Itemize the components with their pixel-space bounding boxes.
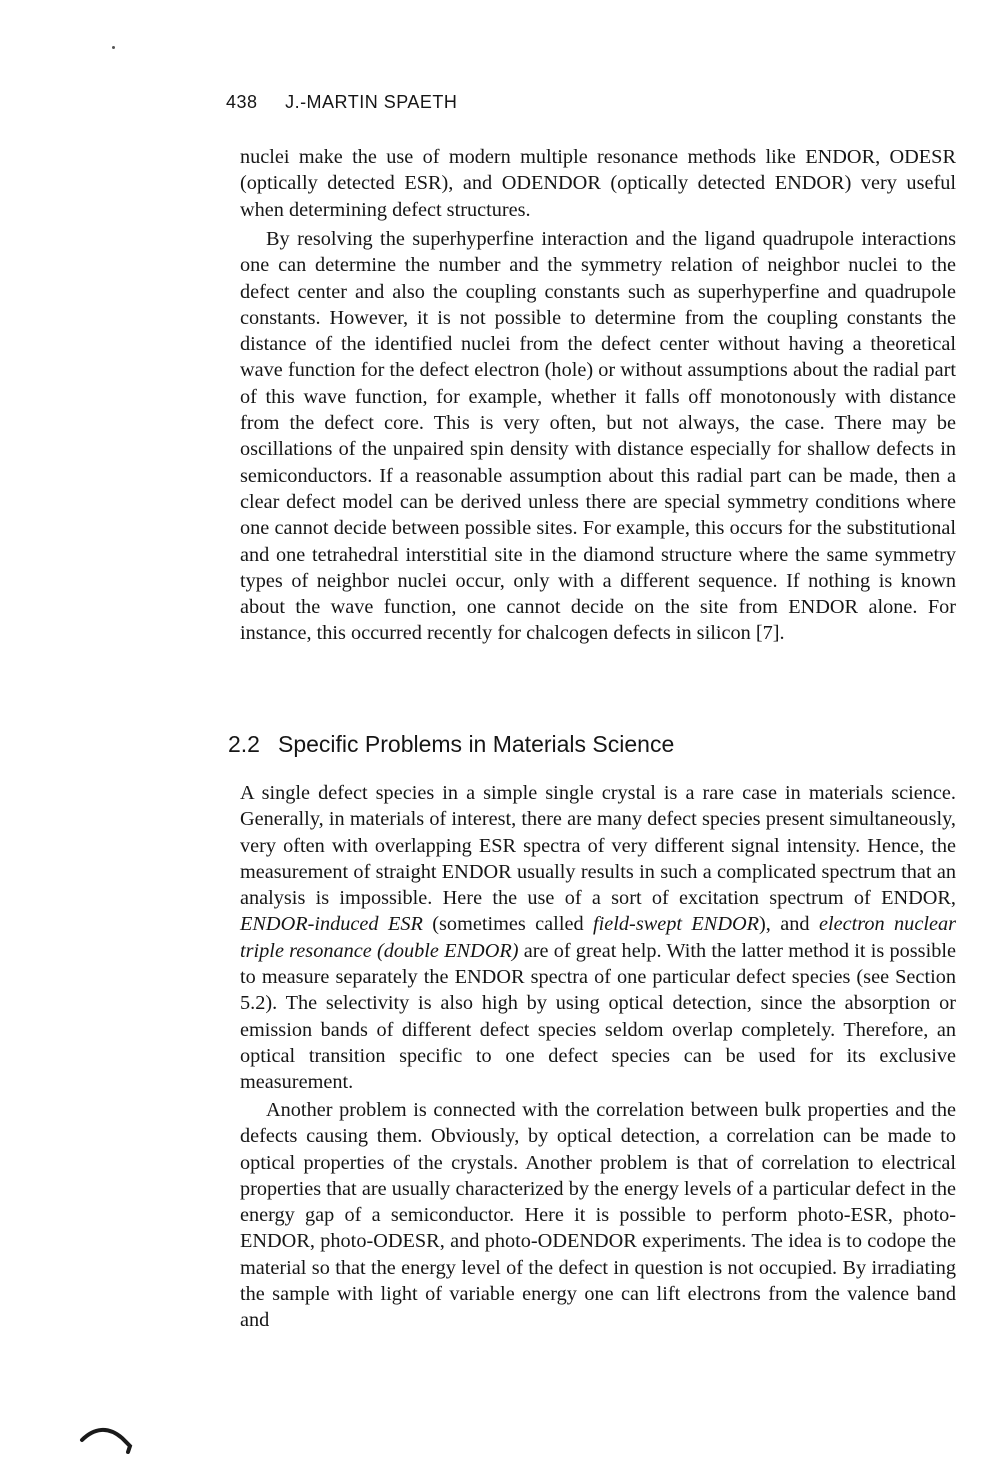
running-head-author: J.-MARTIN SPAETH: [285, 92, 458, 112]
p3-text-c: (sometimes called: [422, 913, 594, 936]
p3-text-e: ), and: [759, 913, 819, 936]
scan-speck: [112, 46, 115, 49]
section-number: 2.2: [228, 731, 260, 757]
section-heading: [228, 731, 674, 758]
paragraph-1: nuclei make the use of modern multiple resonance methods like ENDOR, ODESR (optically detected ESR), and ODENDOR (optically detected ENDOR) very useful when determining defect structures.: [240, 146, 956, 221]
paragraph-4: Another problem is connected with the correlation between bulk properties and the defects causing them. Obviously, by optical detection, a correlation can be made to optical properties of the crystals. Another problem is that of correlation to electrical properties that are usually characterized by the energy levels of a particular defect in the energy gap of a semiconductor. Here it is possible to perform photo-ESR, photo-ENDOR, photo-ODESR, and photo-ODENDOR experiments. The idea is to codope the material so that the energy level of the defect in question is not occupied. By irradiating the sample with light of variable energy one can lift electrons from the valence band and: [240, 1099, 956, 1332]
p3-text-a: A single defect species in a simple single crystal is a rare case in materials science. Generally, in materials of interest, there are many defect species present simultaneously, very often with overlapping ESR spectra of very different signal intensity. Hence, the measurement of straight ENDOR usually results in such a complicated spectrum that an analysis is impossible. Here the use of a sort of excitation spectrum of ENDOR,: [240, 782, 956, 910]
paragraph-2: By resolving the superhyperfine interaction and the ligand quadrupole interactions one can determine the number and the symmetry relation of neighbor nuclei to the defect center and also the coupling constants such as superhyperfine and quadrupole constants. However, it is not possible to determine from the coupling constants the distance of the identified nuclei from the defect center without having a theoretical wave function for the defect electron (hole) or without assumptions about the radial part of this wave function, for example, whether it falls off monotonously with distance from the defect core. This is very often, but not always, the case. There may be oscillations of the unpaired spin density with distance especially for shallow defects in semiconductors. If a reasonable assumption about this radial part can be made, then a clear defect model can be derived unless there are special symmetry conditions where one cannot decide between possible sites. For example, this occurs for the substitutional and one tetrahedral interstitial site in the diamond structure where the same symmetry types of neighbor nuclei occur, only with a different sequence. If nothing is known about the wave function, one cannot decide on the site from ENDOR alone. For instance, this occurred recently for chalcogen defects in silicon [7].: [240, 228, 956, 645]
p3-text-g: are of great help. With the latter method it is possible to measure separately the ENDOR spectra of one particular defect species (see Section 5.2). The selectivity is also high by using optical detection, since the absorption or emission bands of different defect species seldom overlap completely. Therefore, an optical transition specific to one defect species can be used for its exclusive measurement.: [240, 939, 956, 1094]
p3-term-endor-induced-esr: ENDOR-induced ESR: [240, 913, 423, 936]
p3-term-field-swept-endor: field-swept ENDOR: [593, 913, 760, 936]
corner-scribble-mark: [78, 1418, 138, 1454]
section-title: Specific Problems in Materials Science: [277, 731, 675, 757]
running-header: [226, 92, 457, 113]
paragraph-3: [240, 780, 956, 1096]
p3-term-double-endor: electron nuclear triple resonance (double ENDOR): [240, 913, 956, 962]
page-number: 438: [226, 92, 258, 112]
